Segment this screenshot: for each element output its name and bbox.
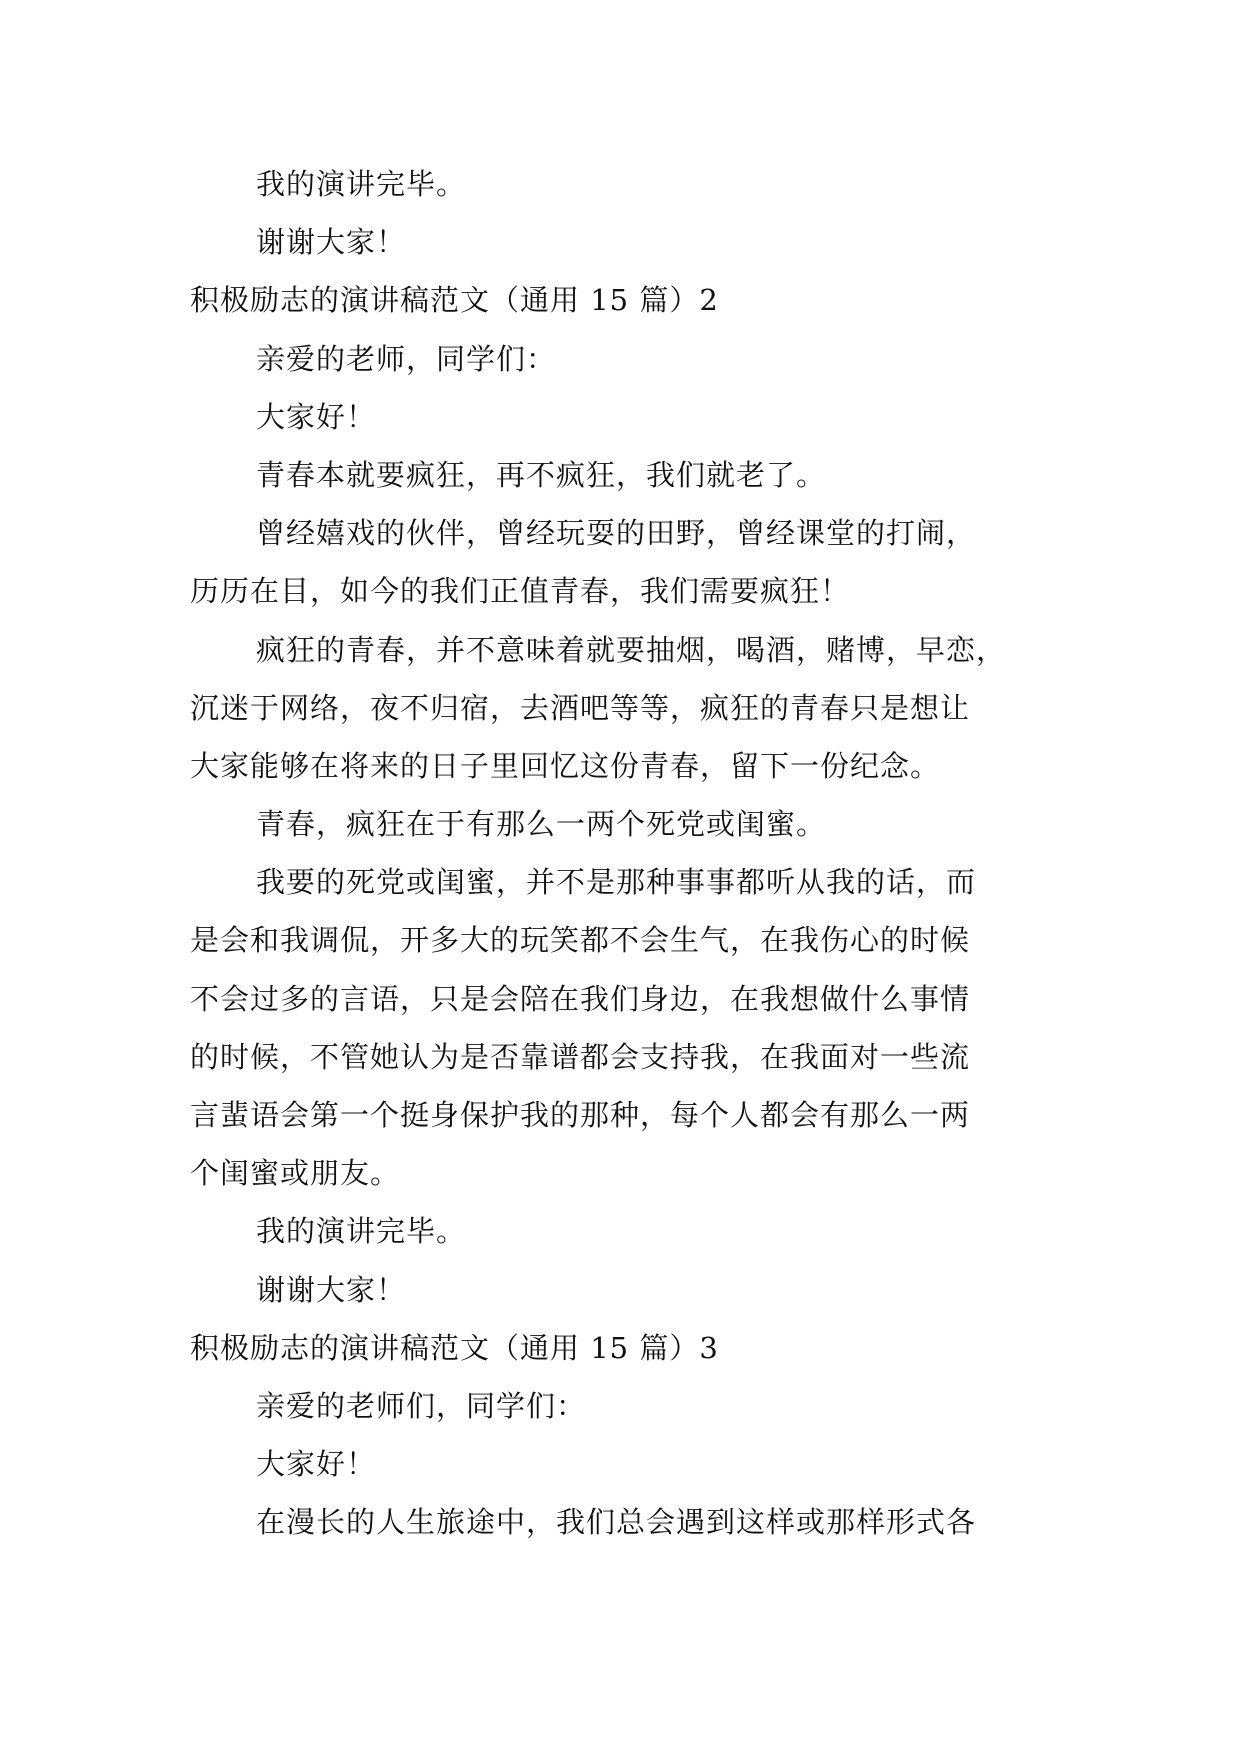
paragraph-line: 是会和我调侃，开多大的玩笑都不会生气，在我伤心的时候 [190, 923, 971, 958]
section-heading-2: 积极励志的演讲稿范文（通用 15 篇）2 [190, 283, 719, 318]
paragraph-greeting: 大家好！ [256, 399, 377, 434]
paragraph-line: 青春本就要疯狂，再不疯狂，我们就老了。 [256, 457, 827, 492]
paragraph-line: 言蜚语会第一个挺身保护我的那种，每个人都会有那么一两 [190, 1098, 971, 1132]
paragraph-line: 曾经嬉戏的伙伴，曾经玩耍的田野，曾经课堂的打闹， [256, 516, 977, 551]
paragraph-line: 不会过多的言语，只是会陪在我们身边，在我想做什么事情 [190, 981, 971, 1016]
paragraph-thanks: 谢谢大家！ [256, 225, 407, 260]
paragraph-greeting: 大家好！ [256, 1447, 377, 1482]
paragraph-line: 在漫长的人生旅途中，我们总会遇到这样或那样形式各 [256, 1505, 977, 1540]
paragraph-closing: 我的演讲完毕。 [256, 1214, 467, 1249]
paragraph-line: 大家能够在将来的日子里回忆这份青春，留下一份纪念。 [190, 748, 941, 783]
paragraph-thanks: 谢谢大家！ [256, 1272, 407, 1307]
paragraph-line: 我要的死党或闺蜜，并不是那种事事都听从我的话，而 [256, 865, 977, 900]
paragraph-line: 历历在目，如今的我们正值青春，我们需要疯狂！ [190, 574, 851, 609]
section-heading-3: 积极励志的演讲稿范文（通用 15 篇）3 [190, 1330, 719, 1365]
document-page [190, 155, 1070, 1552]
paragraph-closing: 我的演讲完毕。 [256, 167, 467, 201]
paragraph-salutation: 亲爱的老师，同学们： [256, 341, 557, 376]
paragraph-line: 青春，疯狂在于有那么一两个死党或闺蜜。 [256, 807, 827, 842]
paragraph-line: 个闺蜜或朋友。 [190, 1156, 401, 1191]
paragraph-salutation: 亲爱的老师们，同学们： [256, 1388, 587, 1423]
paragraph-line: 的时候，不管她认为是否靠谱都会支持我，在我面对一些流 [190, 1039, 971, 1074]
paragraph-line: 疯狂的青春，并不意味着就要抽烟，喝酒，赌博，早恋， [256, 632, 1007, 667]
paragraph-line: 沉迷于网络，夜不归宿，去酒吧等等，疯狂的青春只是想让 [190, 690, 971, 725]
